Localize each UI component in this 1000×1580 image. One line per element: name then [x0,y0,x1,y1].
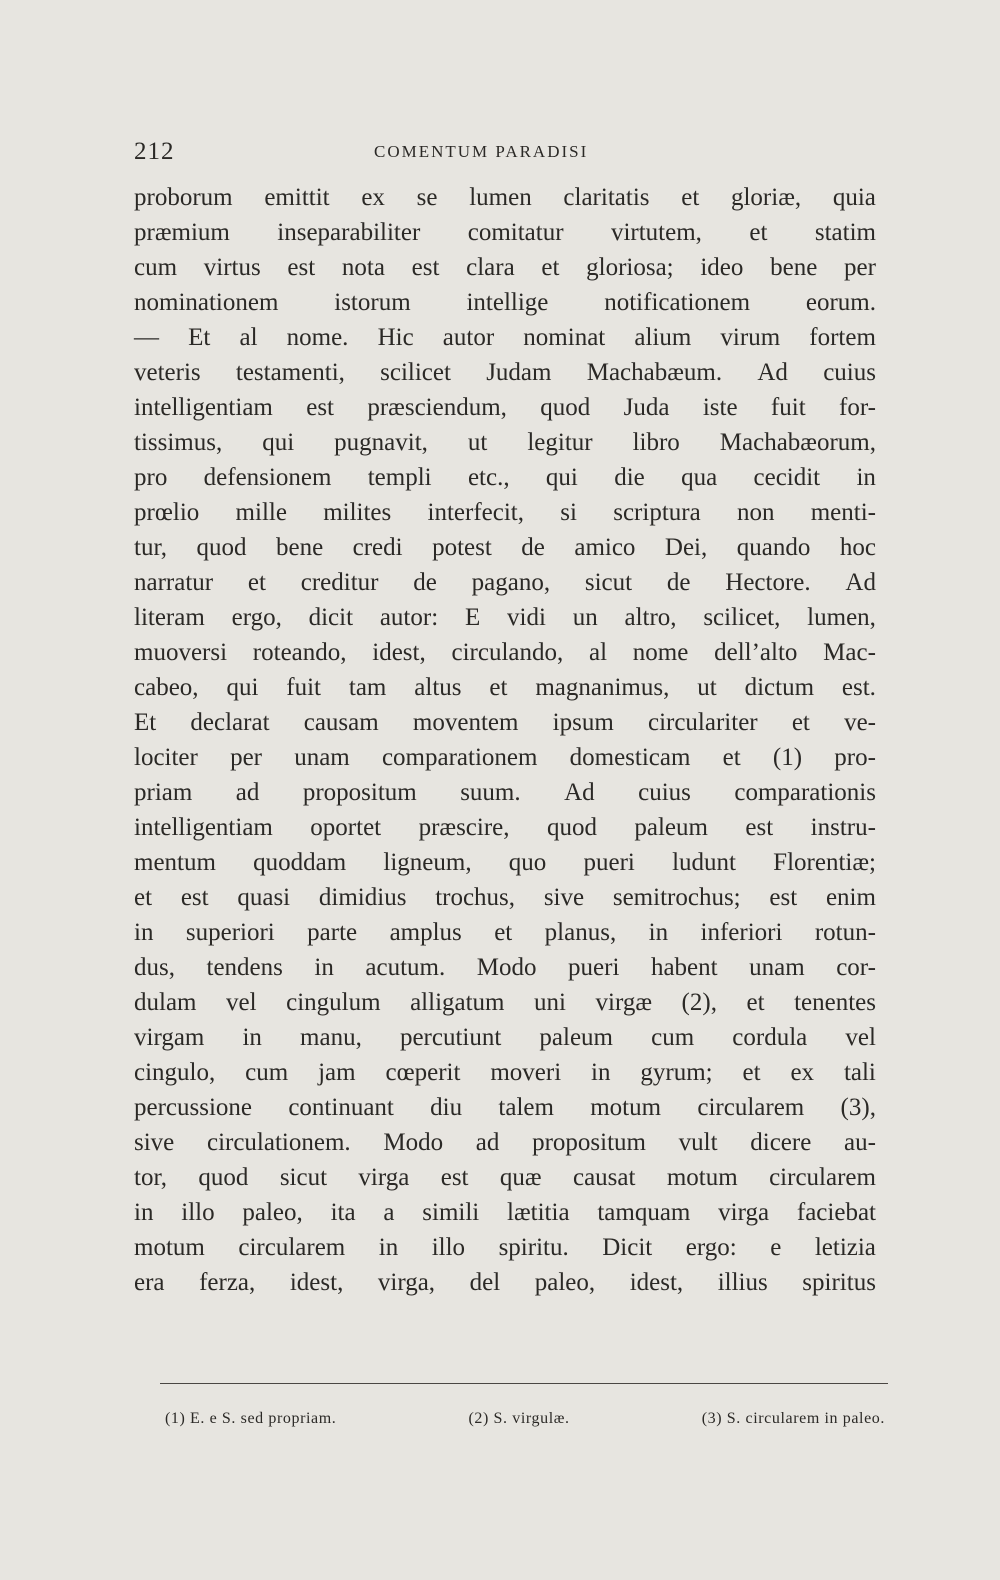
text-line: tissimus, qui pugnavit, ut legitur libro Machabæorum, [134,429,876,456]
text-line: pro defensionem templi etc., qui die qua cecidit in [134,464,876,491]
text-line: cingulo, cum jam cœperit moveri in gyrum; et ex tali [134,1059,876,1086]
text-line: tor, quod sicut virga est quæ causat motum circularem [134,1164,876,1191]
text-line: literam ergo, dicit autor: E vidi un altro, scilicet, lumen, [134,604,876,631]
text-line: — Et al nome. Hic autor nominat alium virum fortem [134,324,876,351]
text-line: percussione continuant diu talem motum circularem (3), [134,1094,876,1121]
text-line: dulam vel cingulum alligatum uni virgæ (2), et tenentes [134,989,876,1016]
text-line: cum virtus est nota est clara et gloriosa; ideo bene per [134,254,876,281]
text-line: prœlio mille milites interfecit, si scriptura non menti- [134,499,876,526]
text-line: Et declarat causam moventem ipsum circulariter et ve- [134,709,876,736]
text-line: narratur et creditur de pagano, sicut de Hectore. Ad [134,569,876,596]
footnote-3: (3) S. circularem in paleo. [701,1410,885,1427]
page-number: 212 [134,138,175,165]
text-line: præmium inseparabiliter comitatur virtutem, et statim [134,219,876,246]
text-line: muoversi roteando, idest, circulando, al nome dell’alto Mac- [134,639,876,666]
text-line: virgam in manu, percutiunt paleum cum cordula vel [134,1024,876,1051]
running-head: COMENTUM PARADISI [374,142,589,161]
body-text [134,180,876,1300]
text-line: era ferza, idest, virga, del paleo, idest, illius spiritus [134,1269,876,1296]
text-line: mentum quoddam ligneum, quo pueri ludunt Florentiæ; [134,849,876,876]
text-line: priam ad propositum suum. Ad cuius comparationis [134,779,876,806]
text-line: intelligentiam oportet præscire, quod paleum est instru- [134,814,876,841]
text-line: tur, quod bene credi potest de amico Dei, quando hoc [134,534,876,561]
text-line: sive circulationem. Modo ad propositum vult dicere au- [134,1129,876,1156]
text-line: veteris testamenti, scilicet Judam Machabæum. Ad cuius [134,359,876,386]
page-header [134,138,864,168]
footnote-1: (1) E. e S. sed propriam. [165,1410,337,1427]
text-line: in superiori parte amplus et planus, in inferiori rotun- [134,919,876,946]
footnote-rule [160,1383,888,1384]
text-line: intelligentiam est præsciendum, quod Juda iste fuit for- [134,394,876,421]
text-line: nominationem istorum intellige notificationem eorum. [134,289,876,316]
text-line: motum circularem in illo spiritu. Dicit ergo: e letizia [134,1234,876,1261]
text-line: et est quasi dimidius trochus, sive semitrochus; est enim [134,884,876,911]
text-line: in illo paleo, ita a simili lætitia tamquam virga faciebat [134,1199,876,1226]
text-line: lociter per unam comparationem domesticam et (1) pro- [134,744,876,771]
text-line: proborum emittit ex se lumen claritatis et gloriæ, quia [134,184,876,211]
footnote-2: (2) S. virgulæ. [468,1410,570,1427]
text-line: dus, tendens in acutum. Modo pueri habent unam cor- [134,954,876,981]
footnotes [165,1410,885,1428]
text-line: cabeo, qui fuit tam altus et magnanimus, ut dictum est. [134,674,876,701]
